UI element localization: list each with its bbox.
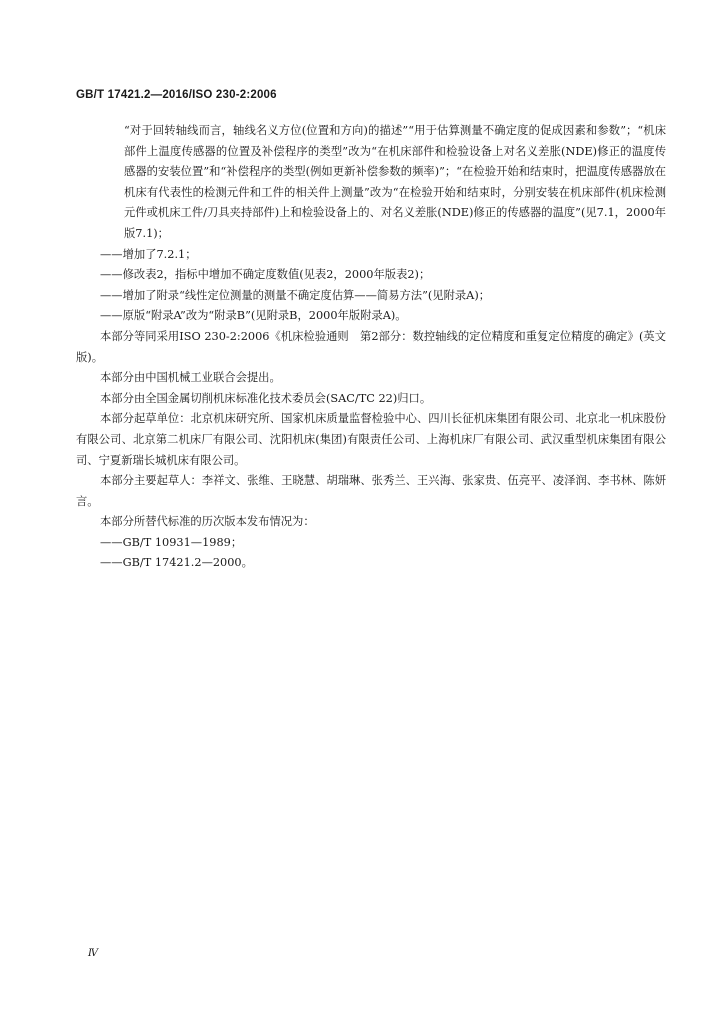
change-item-continuation: “对于回转轴线而言，轴线名义方位(位置和方向)的描述”“用于估算测量不确定度的促成因素和参数”；“机床部件上温度传感器的位置及补偿程序的类型”改为“在机床部件和检验设备上对名义差胀(NDE)修正的温度传感器的安装位置”和“补偿程序的类型(例如更新补偿参数的频率)”；“在检验开始和结束时，把温度传感器放在机床有代表性的检测元件和工件的相关件上测量”改为“在检验开始和结束时，分别安装在机床部件(机床检测元件或机床工件/刀具夹持部件)上和检验设备上的、对名义差胀(NDE)修正的传感器的温度”(见7.1，2000年版7.1)； <box>124 124 666 240</box>
history-item-1989: ——GB/T 10931—1989； <box>100 535 243 549</box>
history-intro: 本部分所替代标准的历次版本发布情况为： <box>100 515 315 529</box>
change-item-table-2: ——修改表2，指标中增加不确定度数值(见表2，2000年版表2)； <box>100 268 431 282</box>
page-number: Ⅳ <box>88 948 98 959</box>
standard-code-header: GB/T 17421.2—2016/ISO 230-2:2006 <box>76 89 277 101</box>
drafters: 本部分主要起草人：李祥文、张维、王晓慧、胡瑞琳、张秀兰、王兴海、张家贵、伍亮平、凌泽润、李书林、陈妍言。 <box>76 474 666 508</box>
change-item-annex-a-added: ——增加了附录“线性定位测量的测量不确定度估算——简易方法”(见附录A)； <box>100 288 491 302</box>
proposer-statement: 本部分由中国机械工业联合会提出。 <box>100 371 281 385</box>
change-item-annex-b: ——原版“附录A”改为“附录B”(见附录B，2000年版附录A)。 <box>100 309 407 323</box>
centralized-statement: 本部分由全国金属切削机床标准化技术委员会(SAC/TC 22)归口。 <box>100 391 432 405</box>
foreword-content <box>76 121 666 574</box>
drafting-units: 本部分起草单位：北京机床研究所、国家机床质量监督检验中心、四川长征机床集团有限公司、北京北一机床股份有限公司、北京第二机床厂有限公司、沈阳机床(集团)有限责任公司、上海机床厂有限公司、武汉重型机床集团有限公司、宁夏新瑞长城机床有限公司。 <box>76 412 666 467</box>
equivalence-statement: 本部分等同采用ISO 230-2:2006《机床检验通则 第2部分：数控轴线的定位精度和重复定位精度的确定》(英文版)。 <box>76 329 666 364</box>
change-item-7-2-1: ——增加了7.2.1； <box>100 247 197 261</box>
history-item-2000: ——GB/T 17421.2—2000。 <box>100 556 253 570</box>
